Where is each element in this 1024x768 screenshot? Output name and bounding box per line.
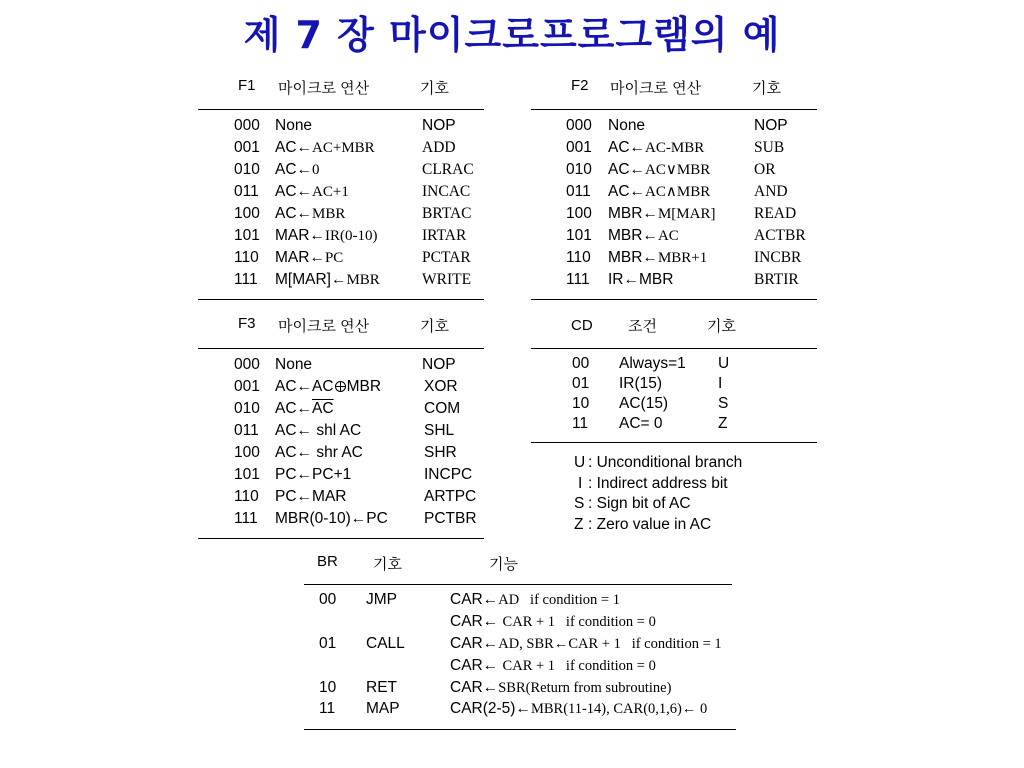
f3-row-code: 111 xyxy=(234,510,258,527)
f2-row-op-source: AC∧MBR xyxy=(645,184,711,200)
br-header-rule xyxy=(304,584,732,585)
br-row-symbol: CALL xyxy=(366,635,405,652)
cd-row-condition: AC= 0 xyxy=(619,415,663,432)
f2-header-code: F2 xyxy=(571,77,589,94)
page-title: 제 7 장 마이크로프로그램의 예 xyxy=(243,13,781,57)
br-header-sym: 기호 xyxy=(373,556,402,573)
br-row-function-target: CAR← xyxy=(450,613,503,630)
f3-row-symbol: NOP xyxy=(422,356,456,373)
f2-header-rule xyxy=(531,109,817,110)
legend-symbol: S xyxy=(574,495,585,512)
f3-row-symbol: XOR xyxy=(424,378,458,395)
f1-row-op xyxy=(275,160,320,180)
cd-header-cond: 조건 xyxy=(628,318,657,335)
f1-bottom-rule xyxy=(198,299,484,300)
br-row-code: 10 xyxy=(319,679,337,696)
legend-symbol: I xyxy=(578,474,583,492)
f1-row-code: 111 xyxy=(234,271,258,288)
f2-row-op-target: MBR← xyxy=(608,205,658,222)
f2-row-op xyxy=(608,226,679,246)
br-row-function-target: CAR← xyxy=(450,657,503,674)
f1-header-rule xyxy=(198,109,484,110)
f3-row-op xyxy=(275,509,388,529)
cd-bottom-rule xyxy=(531,442,817,443)
f3-row-op-text: AC← shl AC xyxy=(275,422,362,439)
cd-header-rule xyxy=(531,348,817,349)
f1-row-symbol: IRTAR xyxy=(422,227,467,244)
f1-header-sym: 기호 xyxy=(420,80,449,97)
f2-row-op xyxy=(608,160,710,180)
f3-row-op-source: MBR xyxy=(346,378,382,395)
f1-row-symbol: INCAC xyxy=(422,183,471,200)
br-row-code: 00 xyxy=(319,591,337,608)
br-row-function-expr: AD if condition = 1 xyxy=(498,592,620,608)
f3-header-code: F3 xyxy=(238,315,256,332)
cd-row-code: 01 xyxy=(572,375,590,392)
f3-row-op-text: MBR(0-10)←PC xyxy=(275,510,388,527)
f1-row-op-source: PC xyxy=(324,250,344,266)
f1-row-code: 001 xyxy=(234,139,260,156)
f3-row-symbol: ARTPC xyxy=(424,488,477,505)
cd-row-symbol: Z xyxy=(718,415,728,432)
f2-row-symbol: READ xyxy=(754,205,797,222)
br-row-function-target: CAR(2-5)← xyxy=(450,700,531,717)
f1-row-op-target: M[MAR]← xyxy=(275,271,347,288)
f3-row-code: 011 xyxy=(234,422,259,439)
cd-row-symbol: S xyxy=(718,395,729,412)
br-row-function xyxy=(450,612,656,632)
f3-row-op xyxy=(275,421,361,441)
f2-row-code: 011 xyxy=(566,183,591,200)
f2-row-op xyxy=(608,204,715,224)
f1-row-op-source: MBR xyxy=(346,272,380,288)
f1-row-op-target: AC← xyxy=(275,205,313,222)
br-row-symbol: JMP xyxy=(366,591,397,608)
f3-row-op-text: PC←PC+1 xyxy=(275,466,352,483)
cd-row-code: 11 xyxy=(572,415,589,432)
f3-header-rule xyxy=(198,348,484,349)
f2-row-symbol: INCBR xyxy=(754,249,802,266)
br-row-code: 11 xyxy=(319,700,336,717)
f3-row-op-text: None xyxy=(275,356,313,373)
f1-row-op-target: AC← xyxy=(275,161,313,178)
f1-row-symbol: ADD xyxy=(422,139,456,156)
br-row-function xyxy=(450,678,671,698)
f2-row-code: 111 xyxy=(566,271,590,288)
f1-row-op-target: MAR← xyxy=(275,227,325,244)
f3-row-op xyxy=(275,377,381,397)
f1-row-op xyxy=(275,270,380,290)
f3-row-op xyxy=(275,443,363,463)
f1-row-code: 100 xyxy=(234,205,260,222)
f2-row-op-source: AC∨MBR xyxy=(645,162,711,178)
f1-row-op-source: 0 xyxy=(312,162,320,178)
br-header-code: BR xyxy=(317,553,338,570)
f1-row-op xyxy=(275,182,349,202)
br-row-function-target: CAR← xyxy=(450,635,499,652)
legend-symbol: Z xyxy=(574,515,584,533)
f2-row-symbol: AND xyxy=(754,183,788,200)
f3-row-code: 010 xyxy=(234,400,260,417)
f2-row-symbol: SUB xyxy=(754,139,785,156)
f1-row-op-target: MAR← xyxy=(275,249,325,266)
f2-header-op: 마이크로 연산 xyxy=(610,80,702,97)
br-row-function-expr: CAR + 1 if condition = 0 xyxy=(502,614,656,630)
f1-row-op-source: MBR xyxy=(312,206,346,222)
f1-row-op xyxy=(275,138,375,158)
f2-row-code: 100 xyxy=(566,205,592,222)
xor-symbol-icon xyxy=(335,381,346,392)
f3-row-op xyxy=(275,487,346,507)
f1-row-op-target: AC← xyxy=(275,139,313,156)
f1-row-symbol: NOP xyxy=(422,117,456,134)
f3-row-symbol: COM xyxy=(424,400,461,417)
f2-row-op-source: AC xyxy=(657,228,679,244)
f1-row-op xyxy=(275,116,312,136)
f3-row-op-target: AC← xyxy=(275,400,313,417)
f3-row-code: 001 xyxy=(234,378,260,395)
f3-row-symbol: INCPC xyxy=(424,466,473,483)
f1-header-op: 마이크로 연산 xyxy=(278,80,370,97)
f1-row-op-target: None xyxy=(275,117,313,134)
f2-row-op-source: AC-MBR xyxy=(645,140,705,156)
f1-row-op-source: AC+MBR xyxy=(312,140,375,156)
f2-row-op-target: None xyxy=(608,117,646,134)
f2-row-code: 000 xyxy=(566,117,592,134)
f3-row-code: 110 xyxy=(234,488,259,505)
br-row-function-expr: MBR(11-14), CAR(0,1,6)← 0 xyxy=(530,701,708,717)
f1-row-op xyxy=(275,204,345,224)
f1-row-code: 101 xyxy=(234,227,260,244)
f3-row-op-text: AC← shr AC xyxy=(275,444,363,461)
legend-text: : Unconditional branch xyxy=(588,454,743,471)
f3-header-sym: 기호 xyxy=(420,318,449,335)
br-row-function-target: CAR← xyxy=(450,679,499,696)
br-row-symbol: RET xyxy=(366,679,397,696)
f2-row-op-target: MBR← xyxy=(608,249,658,266)
f3-row-op-source: $\overline{AC}$ xyxy=(312,400,334,417)
br-header-func: 기능 xyxy=(489,556,518,573)
legend-text: : Sign bit of AC xyxy=(588,495,691,512)
br-row-function-expr: AD, SBR←CAR + 1 if condition = 1 xyxy=(498,636,722,652)
f2-row-op-target: IR←MBR xyxy=(608,271,674,288)
f2-row-op-target: AC← xyxy=(608,161,646,178)
br-row-function-target: CAR← xyxy=(450,591,499,608)
cd-row-symbol: U xyxy=(718,355,730,372)
f1-header-code: F1 xyxy=(238,77,256,94)
f2-row-op-source: M[MAR] xyxy=(657,206,716,222)
f3-row-symbol: PCTBR xyxy=(424,510,477,527)
f2-row-code: 101 xyxy=(566,227,592,244)
f2-row-op-target: AC← xyxy=(608,139,646,156)
f2-row-op xyxy=(608,182,710,202)
f2-row-op-target: AC← xyxy=(608,183,646,200)
f1-row-code: 011 xyxy=(234,183,259,200)
f1-row-code: 010 xyxy=(234,161,260,178)
cd-row-condition: Always=1 xyxy=(619,355,686,372)
f2-row-code: 110 xyxy=(566,249,591,266)
f2-bottom-rule xyxy=(531,299,817,300)
f2-header-sym: 기호 xyxy=(752,80,781,97)
f1-row-symbol: PCTAR xyxy=(422,249,471,266)
br-bottom-rule xyxy=(304,729,736,730)
br-row-function-expr: SBR(Return from subroutine) xyxy=(498,680,672,696)
f2-row-op xyxy=(608,270,673,290)
cd-row-condition: AC(15) xyxy=(619,395,669,412)
f1-row-op-source: IR(0-10) xyxy=(324,228,378,244)
f3-row-op xyxy=(275,465,351,485)
f2-row-symbol: OR xyxy=(754,161,776,178)
f3-bottom-rule xyxy=(198,538,484,539)
f2-row-symbol: BRTIR xyxy=(754,271,799,288)
cd-row-symbol: I xyxy=(718,375,723,392)
cd-row-code: 00 xyxy=(572,355,590,372)
f3-row-op xyxy=(275,355,312,375)
br-row-function xyxy=(450,590,620,610)
f3-row-op xyxy=(275,399,334,419)
legend-text: : Indirect address bit xyxy=(588,474,728,492)
f2-row-op xyxy=(608,248,707,268)
br-row-code: 01 xyxy=(319,635,337,652)
f2-row-op-target: MBR← xyxy=(608,227,658,244)
f3-row-op-text: PC←MAR xyxy=(275,488,347,505)
br-row-function xyxy=(450,634,722,654)
cd-header-code: CD xyxy=(571,317,593,334)
f1-row-op-target: AC← xyxy=(275,183,313,200)
f3-row-code: 101 xyxy=(234,466,260,483)
f2-row-symbol: ACTBR xyxy=(754,227,806,244)
f3-row-code: 000 xyxy=(234,356,260,373)
f1-row-symbol: WRITE xyxy=(422,271,472,288)
f2-row-symbol: NOP xyxy=(754,117,788,134)
f1-row-symbol: BRTAC xyxy=(422,205,472,222)
f2-row-op-source: MBR+1 xyxy=(657,250,708,266)
cd-row-code: 10 xyxy=(572,395,590,412)
f3-row-op-target: AC←AC xyxy=(275,378,334,395)
f1-row-op xyxy=(275,248,343,268)
br-row-symbol: MAP xyxy=(366,700,400,717)
f1-row-symbol: CLRAC xyxy=(422,161,474,178)
f3-row-symbol: SHR xyxy=(424,444,457,461)
f1-row-code: 110 xyxy=(234,249,259,266)
br-row-function-expr: CAR + 1 if condition = 0 xyxy=(502,658,656,674)
legend-symbol: U xyxy=(574,454,586,471)
f3-row-symbol: SHL xyxy=(424,422,455,439)
f2-row-op xyxy=(608,116,645,136)
f2-row-op xyxy=(608,138,704,158)
f1-row-code: 000 xyxy=(234,117,260,134)
f3-row-code: 100 xyxy=(234,444,260,461)
f1-row-op-source: AC+1 xyxy=(312,184,349,200)
f2-row-code: 010 xyxy=(566,161,592,178)
f2-row-code: 001 xyxy=(566,139,592,156)
cd-row-condition: IR(15) xyxy=(619,375,663,392)
f3-header-op: 마이크로 연산 xyxy=(278,318,370,335)
legend-text: : Zero value in AC xyxy=(588,515,712,533)
br-row-function xyxy=(450,699,707,719)
br-row-function xyxy=(450,656,656,676)
cd-header-sym: 기호 xyxy=(707,318,736,335)
f1-row-op xyxy=(275,226,377,246)
